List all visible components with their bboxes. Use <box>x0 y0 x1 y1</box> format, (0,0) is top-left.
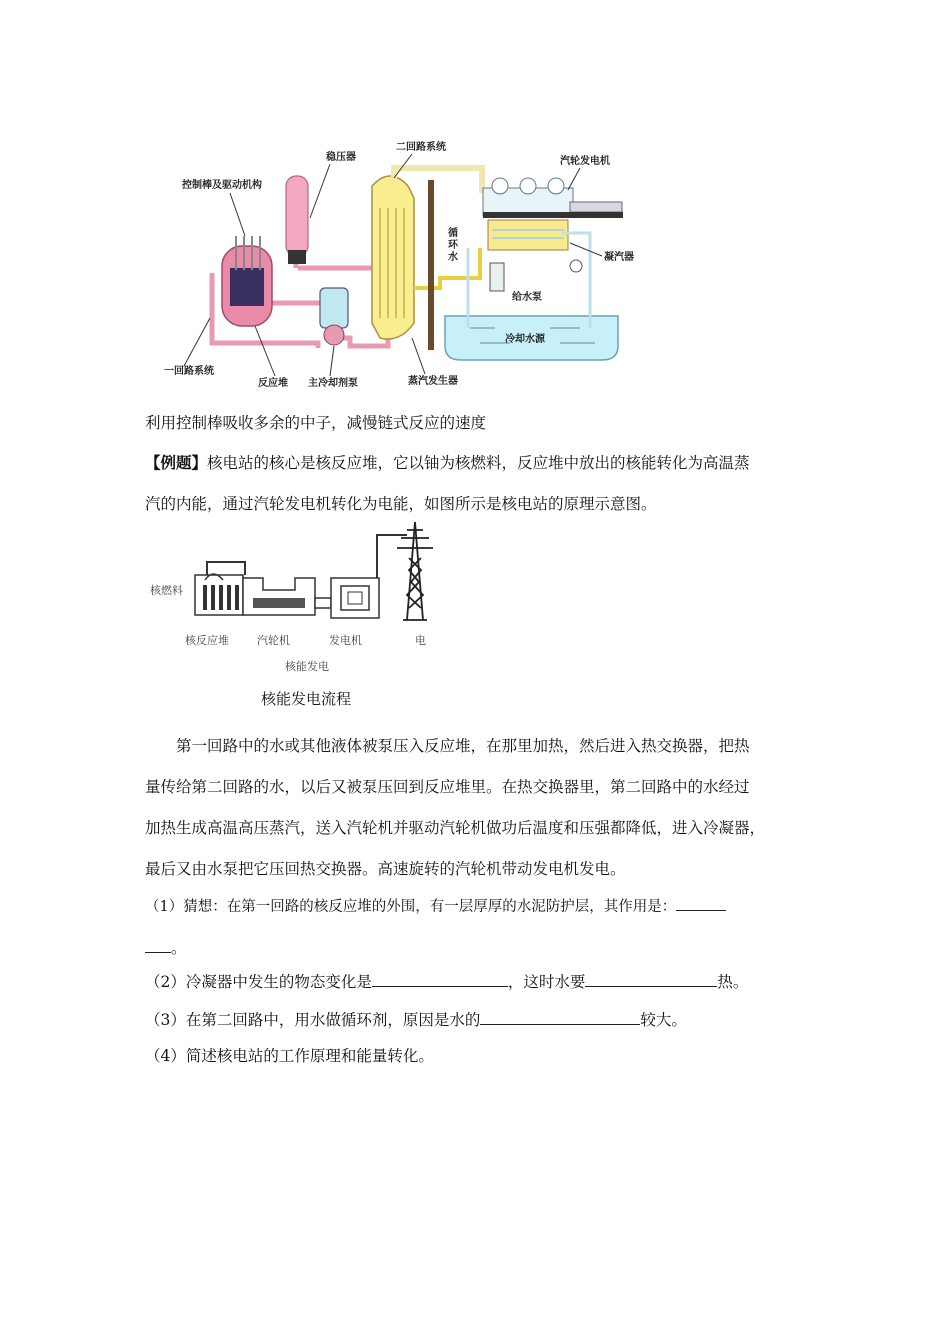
figure2-title: 核能发电流程 <box>261 690 352 708</box>
question-4: （4）简述核电站的工作原理和能量转化。 <box>145 1047 434 1065</box>
question-2: （2）冷凝器中发生的物态变化是 ，这时水要 热。 <box>145 973 749 991</box>
question-1: （1）猜想：在第一回路的核反应堆的外围，有一层厚厚的水泥防护层，其作用是： <box>145 895 726 916</box>
example-tag: 【例题】 <box>145 453 208 472</box>
label-primary-loop: 一回路系统 <box>164 366 214 377</box>
label-feed-pump: 给水泵 <box>512 292 542 303</box>
label-secondary-loop: 二回路系统 <box>396 142 446 153</box>
paragraph-line-1: 第一回路中的水或其他液体被泵压入反应堆，在那里加热，然后进入热交换器，把热 <box>176 737 750 755</box>
label-condenser: 凝汽器 <box>604 252 634 263</box>
example-line-1: 【例题】核电站的核心是核反应堆，它以铀为核燃料，反应堆中放出的核能转化为高温蒸 <box>145 453 750 472</box>
question-1-cont: 。 <box>145 936 187 958</box>
label-stabilizer: 稳压器 <box>326 152 356 163</box>
paragraph-line-4: 最后又由水泵把它压回热交换器。高速旋转的汽轮机带动发电机发电。 <box>145 860 626 878</box>
label-turbine: 汽轮机 <box>257 634 290 647</box>
answer-blank-3[interactable] <box>480 1010 640 1025</box>
label-nuclear-reactor: 核反应堆 <box>185 634 229 647</box>
label-circulating-water: 循环水 <box>448 228 458 263</box>
label-main-coolant-pump: 主冷却剂泵 <box>308 378 358 389</box>
example-line-2: 汽的内能，通过汽轮发电机转化为电能，如图所示是核电站的原理示意图。 <box>145 495 657 513</box>
label-fuel: 核燃料 <box>150 584 183 597</box>
answer-blank-1[interactable] <box>676 896 726 911</box>
label-generator: 发电机 <box>329 634 362 647</box>
power-flow-diagram <box>145 520 445 715</box>
label-control-rods: 控制棒及驱动机构 <box>182 180 262 191</box>
answer-blank-1-cont[interactable] <box>145 938 171 953</box>
label-nuclear-power: 核能发电 <box>285 660 329 673</box>
answer-blank-2b[interactable] <box>585 972 717 987</box>
label-steam-generator: 蒸汽发生器 <box>408 376 458 387</box>
nuclear-plant-diagram <box>150 138 640 400</box>
paragraph-line-2: 量传给第二回路的水，以后又被泵压回到反应堆里。在热交换器里，第二回路中的水经过 <box>145 778 750 796</box>
paragraph-line-3: 加热生成高温高压蒸汽，送入汽轮机并驱动汽轮机做功后温度和压强都降低，进入冷凝器， <box>145 819 766 837</box>
label-cooling-source: 冷却水源 <box>505 334 545 345</box>
label-turbine-generator: 汽轮发电机 <box>560 156 610 167</box>
label-electricity: 电 <box>415 634 426 647</box>
label-reactor: 反应堆 <box>258 378 288 389</box>
caption-control-rods: 利用控制棒吸收多余的中子，减慢链式反应的速度 <box>145 414 487 432</box>
answer-blank-2a[interactable] <box>372 972 508 987</box>
question-3: （3）在第二回路中，用水做循环剂，原因是水的 较大。 <box>145 1011 687 1029</box>
